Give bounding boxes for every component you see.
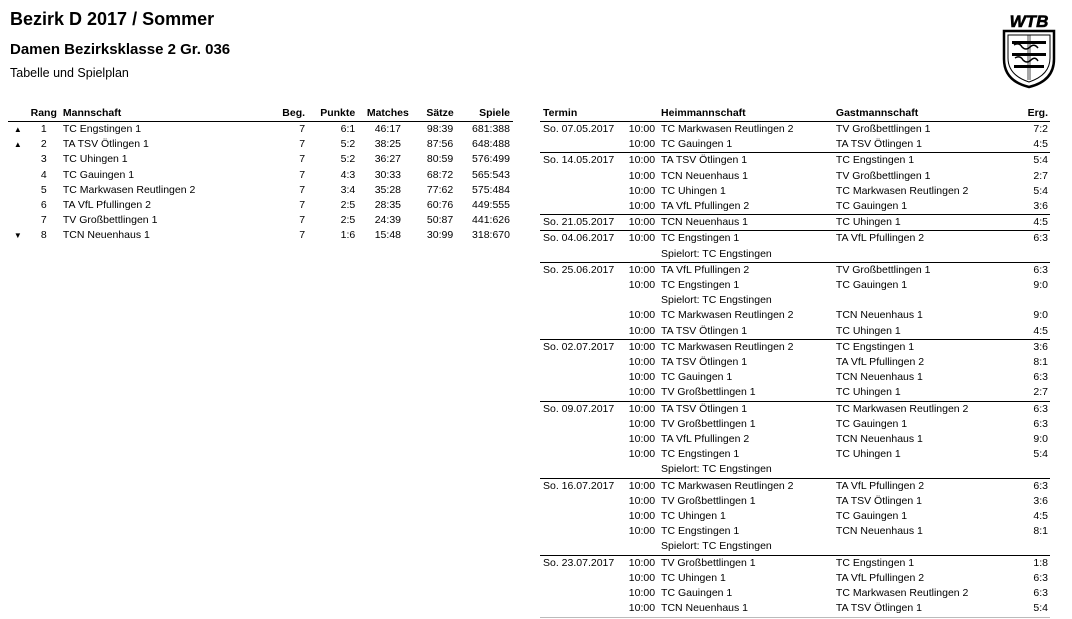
trend-col-header	[8, 105, 28, 122]
games-cell: 318:670	[472, 229, 510, 242]
venue-row	[540, 462, 1050, 478]
guest-team-cell: TC Engstingen 1	[835, 556, 915, 569]
home-team-cell: TA TSV Ötlingen 1	[661, 402, 748, 415]
match-time-cell: 10:00	[628, 417, 656, 430]
standings-header-row	[8, 105, 513, 122]
matches-cell: 35:28	[374, 183, 401, 196]
result-cell: 3:6	[1033, 200, 1048, 213]
match-date-cell	[540, 601, 617, 617]
home-team-cell: TC Uhingen 1	[661, 184, 726, 197]
points-cell: 3:4	[340, 183, 356, 196]
match-row	[540, 586, 1050, 601]
result-cell: 7:2	[1033, 123, 1048, 135]
match-time-cell: 10:00	[628, 263, 656, 276]
result-cell: 2:7	[1033, 386, 1048, 399]
home-team-cell: TV Großbettlingen 1	[661, 556, 756, 569]
schedule-body	[540, 122, 1050, 618]
col-header-termin: Termin	[543, 107, 578, 119]
sets-cell: 50:87	[426, 214, 454, 227]
match-time-cell: 10:00	[628, 386, 656, 399]
match-row	[540, 417, 1050, 432]
col-header-punkte: Punkte	[320, 107, 356, 119]
games-cell: 681:388	[472, 123, 510, 135]
home-team-cell: TC Uhingen 1	[661, 510, 726, 523]
match-date-cell	[540, 308, 617, 323]
match-time-cell: 10:00	[628, 448, 656, 461]
result-cell: 5:4	[1033, 448, 1048, 461]
match-row	[540, 385, 1050, 401]
played-cell: 7	[299, 229, 306, 242]
result-cell: 6:3	[1033, 232, 1048, 245]
match-row	[540, 524, 1050, 539]
col-header-beg: Beg.	[282, 107, 306, 119]
result-cell: 6:3	[1033, 371, 1048, 384]
col-header-mannschaft: Mannschaft	[62, 107, 122, 119]
guest-team-cell	[833, 539, 1008, 555]
match-row	[540, 169, 1050, 184]
match-row	[540, 122, 1050, 138]
match-date-cell: So. 07.05.2017	[543, 123, 615, 135]
matches-cell: 28:35	[374, 199, 401, 212]
match-date-cell	[540, 169, 617, 184]
guest-team-cell: TCN Neuenhaus 1	[835, 433, 923, 446]
home-team-cell: TA TSV Ötlingen 1	[661, 324, 748, 337]
points-cell: 1:6	[340, 229, 356, 242]
match-time-cell: 10:00	[628, 279, 656, 292]
played-cell: 7	[299, 183, 306, 196]
home-team-cell: TC Gauingen 1	[661, 371, 733, 384]
guest-team-cell: TC Gauingen 1	[835, 417, 908, 430]
match-time-cell: 10:00	[628, 123, 656, 135]
result-cell	[1008, 539, 1050, 555]
match-time-cell: 10:00	[628, 324, 656, 337]
played-cell: 7	[299, 168, 306, 181]
sets-cell: 77:62	[426, 183, 454, 196]
guest-team-cell: TCN Neuenhaus 1	[835, 371, 923, 384]
sets-cell: 30:99	[426, 229, 454, 242]
team-cell: TA TSV Ötlingen 1	[62, 138, 149, 151]
home-team-cell: TC Gauingen 1	[661, 587, 733, 600]
match-date-cell	[540, 184, 617, 199]
games-cell: 441:626	[472, 214, 510, 227]
col-header-erg: Erg.	[1027, 107, 1048, 119]
games-cell: 576:499	[472, 153, 510, 166]
standings-body	[8, 122, 513, 244]
team-cell: TA VfL Pfullingen 2	[62, 199, 151, 212]
home-team-cell: TC Markwasen Reutlingen 2	[661, 340, 794, 353]
home-team-cell: TA VfL Pfullingen 2	[661, 200, 750, 213]
guest-team-cell: TC Gauingen 1	[835, 279, 908, 292]
trend-indicator-icon: ▲	[13, 140, 22, 150]
match-time-cell: 10:00	[628, 402, 656, 415]
match-date-cell	[540, 355, 617, 370]
home-team-cell: TV Großbettlingen 1	[661, 386, 756, 399]
col-header-matches: Matches	[366, 107, 409, 119]
guest-team-cell: TCN Neuenhaus 1	[835, 525, 923, 538]
home-team-cell: TC Engstingen 1	[661, 525, 740, 538]
result-cell	[1008, 293, 1050, 308]
points-cell: 2:5	[340, 214, 356, 227]
match-row	[540, 184, 1050, 199]
team-cell: TC Engstingen 1	[62, 123, 142, 135]
guest-team-cell: TV Großbettlingen 1	[835, 169, 931, 182]
wtb-logo-text: WTB	[1009, 12, 1049, 31]
rank-cell: 6	[40, 199, 47, 212]
trend-indicator-icon: ▲	[13, 125, 22, 134]
col-header-saetze: Sätze	[426, 107, 454, 119]
match-time-cell: 10:00	[628, 232, 656, 245]
standings-row	[8, 198, 513, 213]
col-header-rang: Rang	[30, 107, 57, 119]
rank-cell: 7	[40, 214, 47, 227]
team-cell: TC Uhingen 1	[62, 153, 128, 166]
match-date-cell	[540, 199, 617, 215]
home-team-cell: TC Gauingen 1	[661, 138, 733, 151]
match-date-cell: So. 02.07.2017	[543, 340, 615, 353]
result-cell: 6:3	[1033, 263, 1048, 276]
match-row	[540, 401, 1050, 417]
home-team-cell: TCN Neuenhaus 1	[661, 169, 749, 182]
home-team-cell: TC Engstingen 1	[661, 232, 740, 245]
guest-team-cell: TA VfL Pfullingen 2	[835, 356, 925, 369]
matches-cell: 24:39	[374, 214, 401, 227]
games-cell: 575:484	[472, 183, 510, 196]
match-time-cell: 10:00	[628, 494, 656, 507]
home-team-cell: TV Großbettlingen 1	[661, 494, 756, 507]
matches-cell: 15:48	[374, 229, 401, 242]
standings-row	[8, 168, 513, 183]
match-date-cell: So. 09.07.2017	[543, 402, 615, 415]
trend-indicator-icon	[8, 168, 28, 183]
match-row	[540, 231, 1050, 247]
home-team-cell: TCN Neuenhaus 1	[661, 602, 749, 615]
played-cell: 7	[299, 199, 306, 212]
match-date-cell	[540, 278, 617, 293]
match-row	[540, 262, 1050, 278]
result-cell	[1008, 247, 1050, 263]
result-cell: 9:0	[1033, 279, 1048, 292]
venue-row	[540, 539, 1050, 555]
played-cell: 7	[299, 123, 306, 135]
home-team-cell: TC Markwasen Reutlingen 2	[661, 309, 794, 322]
match-row	[540, 153, 1050, 169]
match-date-cell	[540, 509, 617, 524]
page-title: Bezirk D 2017 / Sommer	[10, 9, 215, 29]
guest-team-cell: TCN Neuenhaus 1	[835, 309, 923, 322]
match-date-cell: So. 14.05.2017	[543, 154, 615, 167]
home-team-cell: TC Markwasen Reutlingen 2	[661, 123, 794, 135]
match-time-cell: 10:00	[628, 169, 656, 182]
standings-row	[8, 137, 513, 152]
match-date-cell	[540, 385, 617, 401]
match-row	[540, 509, 1050, 524]
match-time-cell: 10:00	[628, 587, 656, 600]
points-cell: 5:2	[340, 153, 356, 166]
match-time-cell: 10:00	[628, 556, 656, 569]
match-time-cell: 10:00	[628, 309, 656, 322]
games-cell: 648:488	[472, 138, 510, 151]
match-time-cell	[617, 462, 658, 478]
matches-cell: 30:33	[374, 168, 401, 181]
home-team-cell: Spielort: TC Engstingen	[661, 247, 772, 260]
team-cell: TC Gauingen 1	[62, 168, 135, 181]
guest-team-cell: TC Uhingen 1	[835, 216, 901, 229]
match-time-cell: 10:00	[628, 340, 656, 353]
match-row	[540, 478, 1050, 494]
home-team-cell: TCN Neuenhaus 1	[661, 216, 749, 229]
result-cell: 6:3	[1033, 571, 1048, 584]
points-cell: 2:5	[340, 199, 356, 212]
rank-cell: 5	[40, 183, 47, 196]
guest-team-cell	[833, 247, 1008, 263]
match-time-cell: 10:00	[628, 510, 656, 523]
home-team-cell: TC Engstingen 1	[661, 279, 740, 292]
guest-team-cell: TA VfL Pfullingen 2	[835, 232, 925, 245]
home-team-cell: TA VfL Pfullingen 2	[661, 263, 750, 276]
match-date-cell	[540, 417, 617, 432]
standings-table	[8, 105, 513, 244]
guest-team-cell: TV Großbettlingen 1	[835, 263, 931, 276]
standings-row	[8, 213, 513, 228]
match-row	[540, 447, 1050, 462]
page-caption: Tabelle und Spielplan	[10, 66, 129, 80]
result-cell: 6:3	[1033, 479, 1048, 492]
trend-indicator-icon	[8, 183, 28, 198]
guest-team-cell: TC Markwasen Reutlingen 2	[835, 184, 969, 197]
col-header-gastmannschaft: Gastmannschaft	[835, 107, 919, 119]
match-row	[540, 137, 1050, 153]
result-cell: 8:1	[1033, 525, 1048, 538]
home-team-cell: Spielort: TC Engstingen	[661, 463, 772, 476]
result-cell: 5:4	[1033, 602, 1048, 615]
schedule-header-row	[540, 105, 1050, 122]
match-time-cell: 10:00	[628, 356, 656, 369]
col-header-spiele: Spiele	[479, 107, 510, 119]
match-date-cell	[540, 137, 617, 153]
guest-team-cell: TA VfL Pfullingen 2	[835, 571, 925, 584]
guest-team-cell: TA TSV Ötlingen 1	[835, 602, 922, 615]
home-team-cell: Spielort: TC Engstingen	[661, 540, 772, 553]
match-row	[540, 571, 1050, 586]
guest-team-cell	[833, 462, 1008, 478]
match-row	[540, 339, 1050, 355]
match-row	[540, 555, 1050, 571]
result-cell: 9:0	[1033, 433, 1048, 446]
match-date-cell	[540, 247, 617, 263]
home-team-cell: TA TSV Ötlingen 1	[661, 356, 748, 369]
result-cell: 3:6	[1033, 340, 1048, 353]
match-time-cell	[617, 293, 658, 308]
games-cell: 449:555	[472, 199, 510, 212]
guest-team-cell: TC Engstingen 1	[835, 154, 915, 167]
rank-cell: 1	[40, 123, 47, 135]
match-time-cell: 10:00	[628, 525, 656, 538]
rank-cell: 2	[40, 138, 47, 151]
venue-row	[540, 293, 1050, 308]
sets-cell: 80:59	[426, 153, 454, 166]
team-cell: TV Großbettlingen 1	[62, 214, 158, 227]
result-cell: 8:1	[1033, 356, 1048, 369]
guest-team-cell: TC Uhingen 1	[835, 324, 901, 337]
match-row	[540, 494, 1050, 509]
match-date-cell	[540, 293, 617, 308]
match-row	[540, 370, 1050, 385]
match-date-cell: So. 16.07.2017	[543, 479, 615, 492]
result-cell: 5:4	[1033, 184, 1048, 197]
home-team-cell: TC Markwasen Reutlingen 2	[661, 479, 794, 492]
sets-cell: 98:39	[426, 123, 454, 135]
standings-row	[8, 183, 513, 198]
guest-team-cell	[833, 293, 1008, 308]
match-date-cell	[540, 370, 617, 385]
matches-cell: 38:25	[374, 138, 401, 151]
result-cell: 5:4	[1033, 154, 1048, 167]
result-cell: 4:5	[1033, 216, 1048, 229]
match-date-cell	[540, 447, 617, 462]
standings-row	[8, 152, 513, 167]
played-cell: 7	[299, 153, 306, 166]
match-date-cell	[540, 432, 617, 447]
match-date-cell	[540, 539, 617, 555]
home-team-cell: TA TSV Ötlingen 1	[661, 154, 748, 167]
match-row	[540, 355, 1050, 370]
match-date-cell	[540, 571, 617, 586]
match-time-cell: 10:00	[628, 602, 656, 615]
result-cell: 9:0	[1033, 309, 1048, 322]
guest-team-cell: TC Gauingen 1	[835, 510, 908, 523]
match-row	[540, 278, 1050, 293]
match-date-cell	[540, 586, 617, 601]
match-row	[540, 199, 1050, 215]
wtb-logo	[1000, 11, 1058, 89]
match-time-cell: 10:00	[628, 154, 656, 167]
match-date-cell	[540, 462, 617, 478]
venue-row	[540, 247, 1050, 263]
match-time-cell: 10:00	[628, 479, 656, 492]
guest-team-cell: TA TSV Ötlingen 1	[835, 494, 922, 507]
team-cell: TCN Neuenhaus 1	[62, 229, 150, 242]
match-row	[540, 324, 1050, 340]
sets-cell: 68:72	[426, 168, 454, 181]
match-time-cell: 10:00	[628, 200, 656, 213]
col-header-time	[617, 105, 658, 122]
match-time-cell	[617, 247, 658, 263]
points-cell: 5:2	[340, 138, 356, 151]
played-cell: 7	[299, 138, 306, 151]
match-date-cell: So. 25.06.2017	[543, 263, 615, 276]
home-team-cell: Spielort: TC Engstingen	[661, 294, 772, 307]
points-cell: 6:1	[340, 123, 356, 135]
guest-team-cell: TC Gauingen 1	[835, 200, 908, 213]
match-time-cell: 10:00	[628, 571, 656, 584]
match-date-cell: So. 04.06.2017	[543, 232, 615, 245]
sets-cell: 60:76	[426, 199, 454, 212]
match-row	[540, 308, 1050, 323]
result-cell: 2:7	[1033, 169, 1048, 182]
league-subtitle: Damen Bezirksklasse 2 Gr. 036	[10, 41, 231, 58]
rank-cell: 8	[40, 229, 47, 242]
home-team-cell: TC Uhingen 1	[661, 571, 726, 584]
trend-indicator-icon	[8, 152, 28, 167]
guest-team-cell: TA VfL Pfullingen 2	[835, 479, 925, 492]
match-time-cell	[617, 539, 658, 555]
guest-team-cell: TV Großbettlingen 1	[835, 123, 931, 135]
guest-team-cell: TA TSV Ötlingen 1	[835, 138, 922, 151]
match-row	[540, 432, 1050, 447]
match-row	[540, 601, 1050, 617]
guest-team-cell: TC Uhingen 1	[835, 386, 901, 399]
result-cell: 3:6	[1033, 494, 1048, 507]
trend-indicator-icon	[8, 213, 28, 228]
match-row	[540, 215, 1050, 231]
result-cell: 6:3	[1033, 417, 1048, 430]
result-cell: 4:5	[1033, 324, 1048, 337]
result-cell: 1:8	[1033, 556, 1048, 569]
home-team-cell: TA VfL Pfullingen 2	[661, 433, 750, 446]
match-date-cell: So. 23.07.2017	[543, 556, 615, 569]
home-team-cell: TV Großbettlingen 1	[661, 417, 756, 430]
matches-cell: 46:17	[374, 123, 401, 135]
points-cell: 4:3	[340, 168, 356, 181]
result-cell	[1008, 462, 1050, 478]
match-date-cell: So. 21.05.2017	[543, 216, 615, 229]
col-header-heimmannschaft: Heimmannschaft	[661, 107, 746, 119]
match-time-cell: 10:00	[628, 371, 656, 384]
match-time-cell: 10:00	[628, 138, 656, 151]
rank-cell: 4	[40, 168, 47, 181]
match-date-cell	[540, 494, 617, 509]
guest-team-cell: TC Engstingen 1	[835, 340, 915, 353]
team-cell: TC Markwasen Reutlingen 2	[62, 183, 196, 196]
trend-indicator-icon	[8, 198, 28, 213]
standings-row	[8, 228, 513, 243]
result-cell: 6:3	[1033, 587, 1048, 600]
home-team-cell: TC Engstingen 1	[661, 448, 740, 461]
match-time-cell: 10:00	[628, 184, 656, 197]
guest-team-cell: TC Markwasen Reutlingen 2	[835, 402, 969, 415]
schedule-table	[540, 105, 1050, 618]
trend-indicator-icon: ▼	[13, 231, 22, 241]
guest-team-cell: TC Uhingen 1	[835, 448, 901, 461]
match-time-cell: 10:00	[628, 216, 656, 229]
match-date-cell	[540, 524, 617, 539]
match-date-cell	[540, 324, 617, 340]
sets-cell: 87:56	[426, 138, 454, 151]
result-cell: 4:5	[1033, 138, 1048, 151]
result-cell: 6:3	[1033, 402, 1048, 415]
matches-cell: 36:27	[374, 153, 401, 166]
result-cell: 4:5	[1033, 510, 1048, 523]
guest-team-cell: TC Markwasen Reutlingen 2	[835, 587, 969, 600]
standings-row	[8, 122, 513, 138]
games-cell: 565:543	[472, 168, 510, 181]
match-time-cell: 10:00	[628, 433, 656, 446]
rank-cell: 3	[40, 153, 47, 166]
played-cell: 7	[299, 214, 306, 227]
